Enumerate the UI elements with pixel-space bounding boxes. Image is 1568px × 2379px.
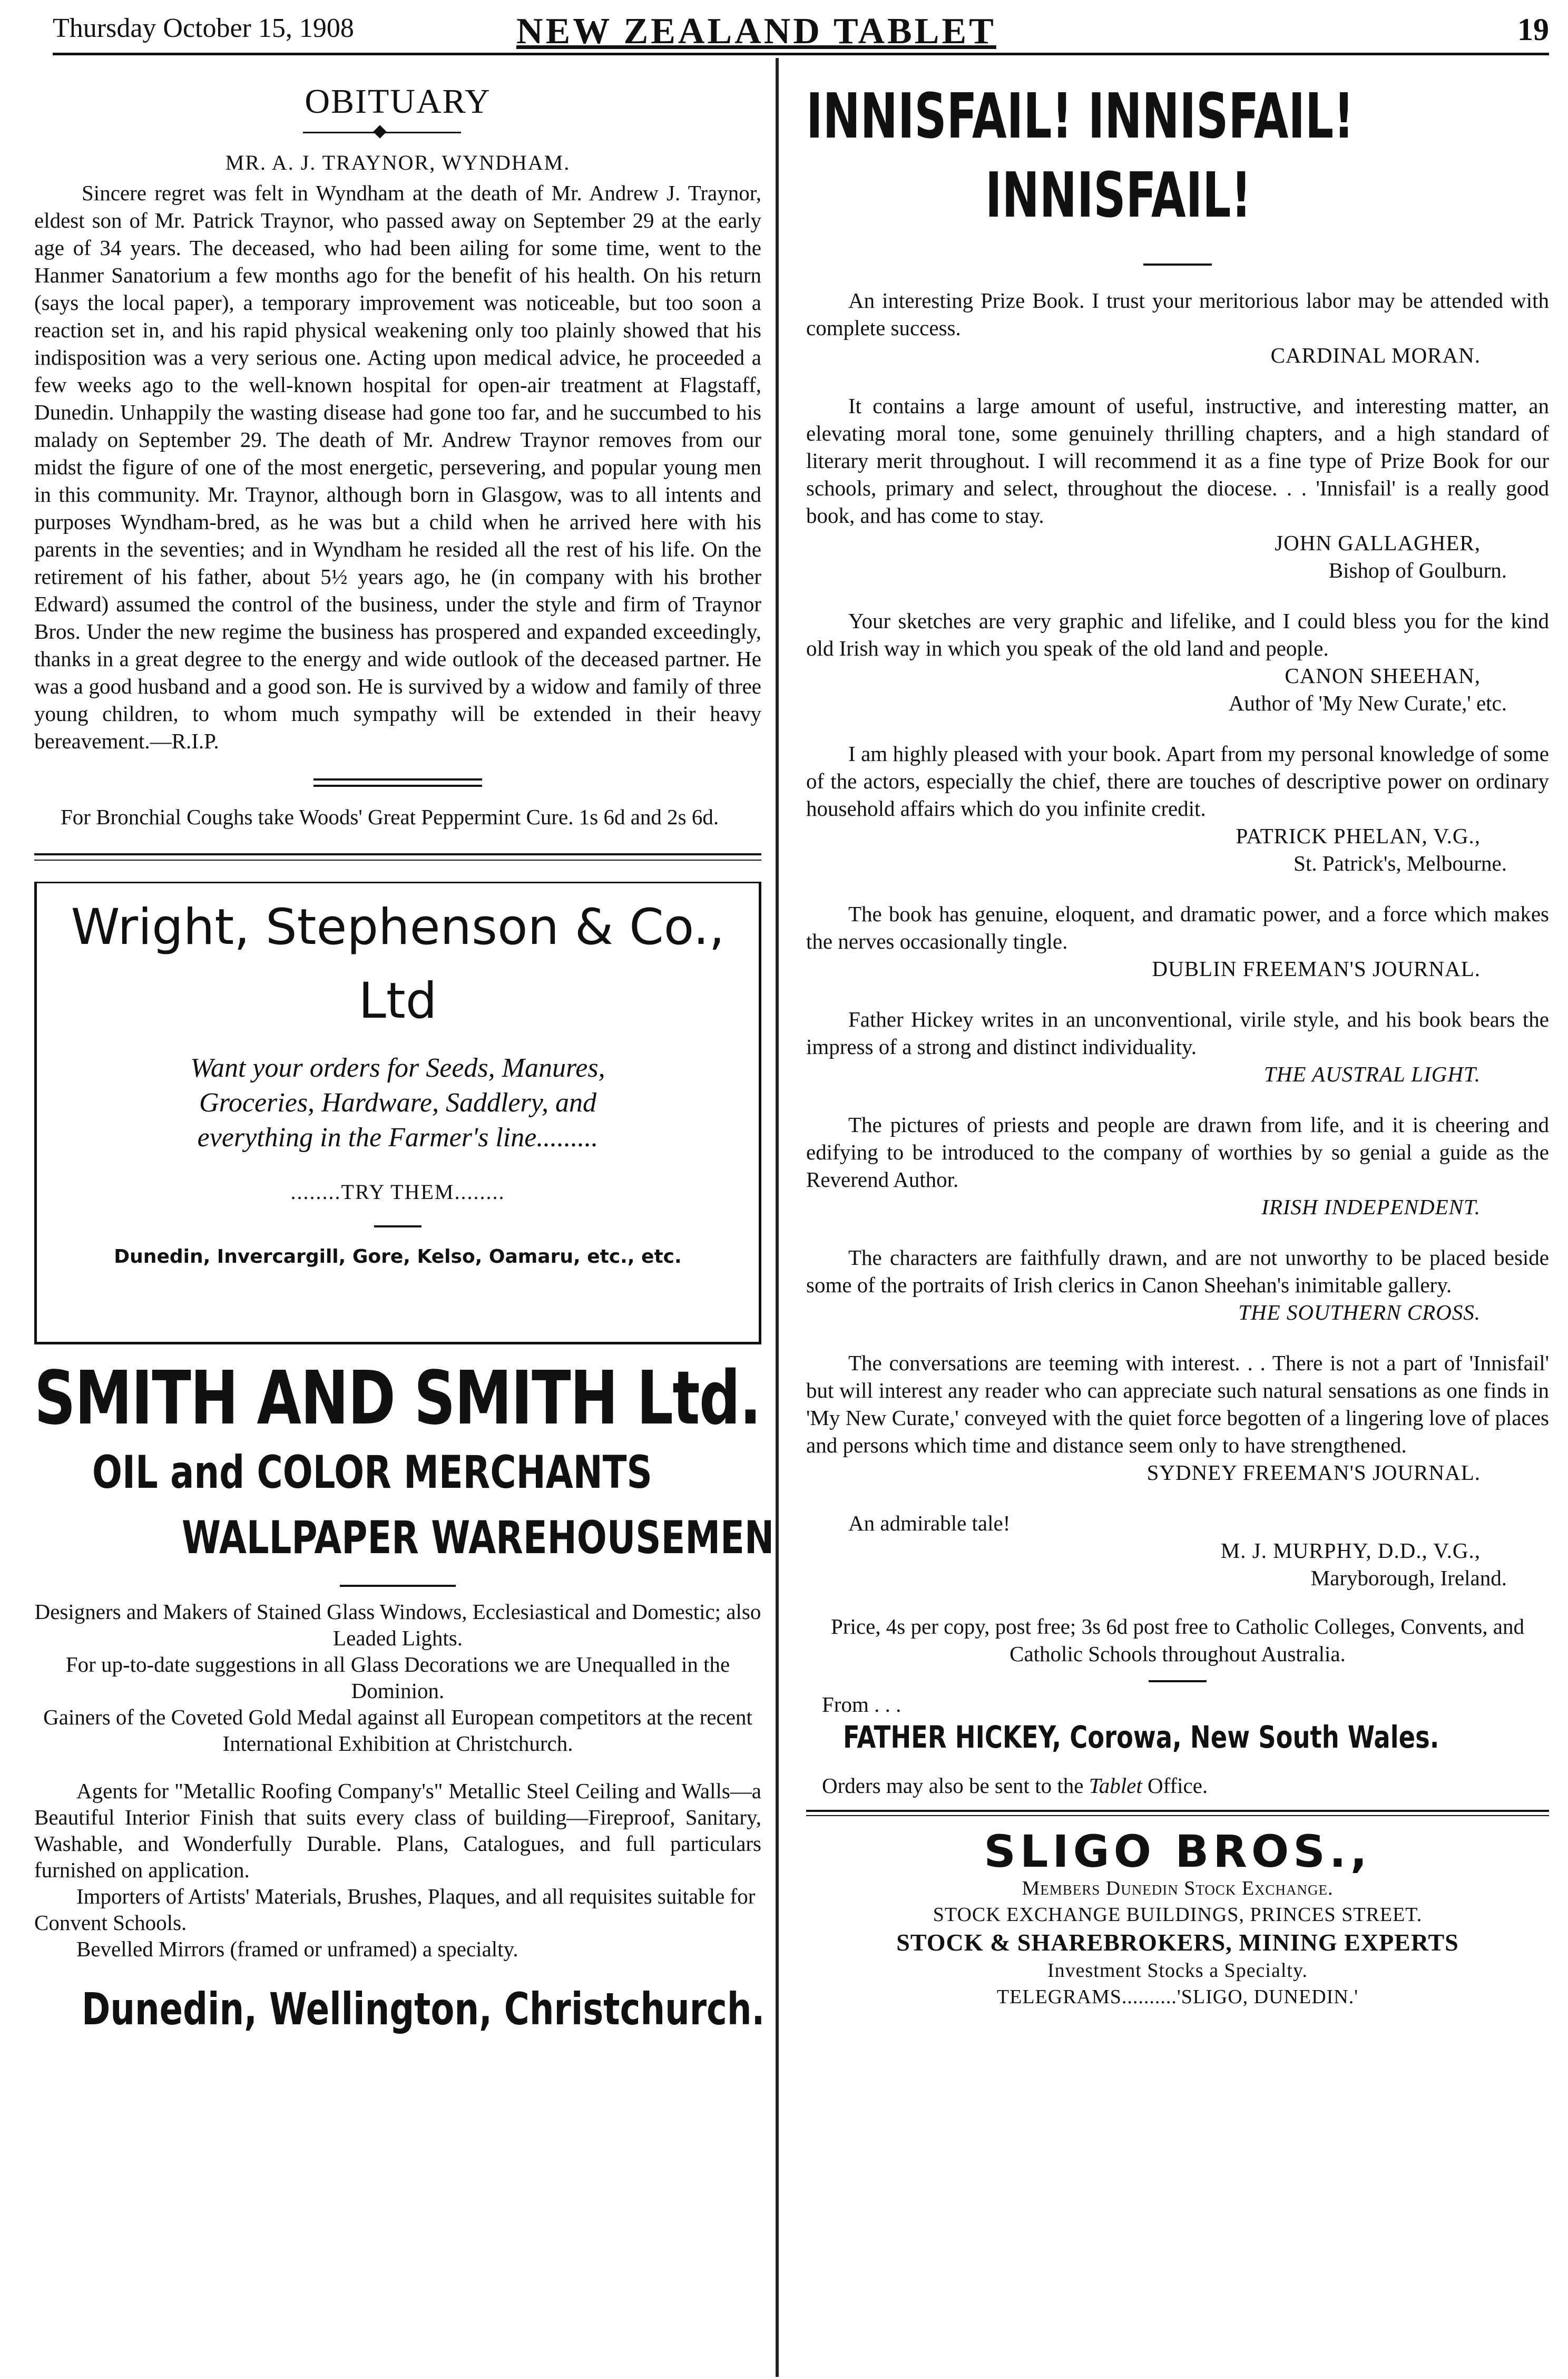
wright-name-line1: Wright, Stephenson & Co., xyxy=(71,899,725,956)
sligo-rule xyxy=(806,1810,1549,1812)
section-rule-thin xyxy=(34,860,761,861)
page-header xyxy=(53,11,1549,55)
review-text: An interesting Prize Book. I trust your meritorious labor may be attended with complete success. xyxy=(806,288,1549,340)
sligo-name: SLIGO BROS., xyxy=(984,1826,1371,1877)
obituary-subtitle: MR. A. J. TRAYNOR, WYNDHAM. xyxy=(225,151,571,174)
smith-title: SMITH AND SMITH Ltd. xyxy=(34,1356,761,1441)
double-rule xyxy=(313,778,482,787)
review-source: IRISH INDEPENDENT. xyxy=(1261,1195,1481,1219)
wright-try-them: ........TRY THEM........ xyxy=(290,1180,505,1204)
review-text: The conversations are teeming with interest. . . There is not a part of 'Innisfail' but will interest any reader who can appreciate such natural sensations as one finds in 'My New Curate,' conveyed with the quiet force begotten of a lingering love of places and persons which time and distance seem only to have strengthened. xyxy=(806,1351,1549,1457)
short-rule xyxy=(374,1225,422,1227)
review-source-detail: Bishop of Goulburn. xyxy=(1328,558,1507,582)
smith-agents: Agents for "Metallic Roofing Company's" Metallic Steel Ceiling and Walls—a Beautiful Interior Finish that suits every class of building—Fireproof, Sanitary, Washable, and Wonderfully Durable. Plans, Catalogues, and full particulars furnished on application. xyxy=(34,1779,761,1882)
wright-towns: Dunedin, Invercargill, Gore, Kelso, Oamaru, etc., etc. xyxy=(114,1246,682,1267)
wright-name-line2: Ltd xyxy=(358,972,437,1030)
smith-wallpaper-line: WALLPAPER WAREHOUSEMEN xyxy=(182,1512,775,1564)
wright-want-line1: Want your orders for Seeds, Manures, xyxy=(190,1053,605,1083)
review-text: I am highly pleased with your book. Apart from my personal knowledge of some of the actors, especially the chief, there are touches of descriptive power on ordinary household affairs which do you infinite credit. xyxy=(806,742,1549,821)
smith-towns: Dunedin, Wellington, Christchurch. xyxy=(82,1983,765,2035)
innisfail-from: From . . . xyxy=(822,1692,901,1717)
review-source: M. J. MURPHY, D.D., V.G., xyxy=(1220,1538,1481,1563)
review-source: THE AUSTRAL LIGHT. xyxy=(1263,1062,1481,1086)
review-text: An admirable tale! xyxy=(848,1511,1011,1535)
innisfail-heading-line1: INNISFAIL! INNISFAIL! xyxy=(806,80,1354,152)
smith-gainers: Gainers of the Coveted Gold Medal against all European competitors at the recent International Exhibition at Christchurch. xyxy=(43,1705,752,1756)
obituary-title: OBITUARY xyxy=(305,82,491,121)
left-column xyxy=(34,69,775,2035)
wright-want-line2: Groceries, Hardware, Saddlery, and xyxy=(199,1088,596,1118)
obituary-body: Sincere regret was felt in Wyndham at the death of Mr. Andrew J. Traynor, eldest son of Mr. Patrick Traynor, who passed away on September 29 at the early age of 34 years. The deceased, who had been ailing for some time, went to the Hanmer Sanatorium a few months ago for the benefit of his health. On his return (says the local paper), a temporary improvement was noticeable, but too soon a reaction set in, and his rapid physical weakening only too plainly showed that his indisposition was a very serious one. Acting upon medical advice, he proceeded a few weeks ago to the well-known hospital for open-air treatment at Flagstaff, Dunedin. Unhappily the wasting disease had gone too far, and he succumbed to his malady on September 29. The death of Mr. Andrew Traynor removes from our midst the figure of one of the most energetic, persevering, and popular young men in this community. Mr. Traynor, although born in Glasgow, was to all intents and purposes Wyndham-bred, as he was but a child when he arrived here with his parents in the seventies; and in Wyndham he resided all the rest of his life. On the retirement of his father, about 5½ years ago, he (in company with his brother Edward) assumed the control of the business, under the style and firm of Traynor Bros. Under the new regime the business has prospered and expanded exceedingly, thanks in a great degree to the energy and wide outlook of the deceased partner. He was a good husband and a good son. He is survived by a widow and family of three young children, to whom much sympathy will be extended in their heavy bereavement.—R.I.P. xyxy=(34,181,761,753)
review-source: DUBLIN FREEMAN'S JOURNAL. xyxy=(1152,957,1481,981)
sligo-telegrams: TELEGRAMS..........'SLIGO, DUNEDIN.' xyxy=(996,1986,1359,2008)
review-source-detail: Maryborough, Ireland. xyxy=(1310,1566,1507,1590)
review-text: Your sketches are very graphic and lifelike, and I could bless you for the kind old Irish way in which you speak of the old land and people. xyxy=(806,609,1549,660)
price-rule xyxy=(1149,1680,1207,1682)
review-source-detail: Author of 'My New Curate,' etc. xyxy=(1228,691,1507,715)
section-rule xyxy=(34,853,761,855)
smith-oil-line: OIL and COLOR MERCHANTS xyxy=(92,1446,652,1499)
review-source-detail: St. Patrick's, Melbourne. xyxy=(1293,851,1507,875)
sligo-members: Members Dunedin Stock Exchange. xyxy=(1022,1877,1334,1899)
review-source: CANON SHEEHAN, xyxy=(1285,664,1481,688)
review-source: SYDNEY FREEMAN'S JOURNAL. xyxy=(1146,1460,1481,1485)
orders-suffix: Office. xyxy=(1147,1773,1208,1798)
smith-importers: Importers of Artists' Materials, Brushes, Plaques, and all requisites suitable for Convent Schools. xyxy=(34,1884,756,1935)
page-number: 19 xyxy=(1517,12,1549,47)
smith-mirrors: Bevelled Mirrors (framed or unframed) a specialty. xyxy=(76,1937,518,1961)
review-text: The book has genuine, eloquent, and dramatic power, and a force which makes the nerves occasionally tingle. xyxy=(806,902,1549,953)
column-divider xyxy=(776,58,779,2377)
orders-prefix: Orders may also be sent to the xyxy=(822,1773,1084,1798)
review-source: CARDINAL MORAN. xyxy=(1270,343,1481,367)
diamond-ornament xyxy=(373,125,386,138)
masthead-title: NEW ZEALAND TABLET xyxy=(516,11,996,52)
review-source: JOHN GALLAGHER, xyxy=(1275,531,1481,555)
orders-tablet: Tablet xyxy=(1089,1773,1142,1798)
issue-date: Thursday October 15, 1908 xyxy=(53,13,354,43)
sligo-buildings: STOCK EXCHANGE BUILDINGS, PRINCES STREET. xyxy=(933,1904,1423,1926)
review-text: The characters are faithfully drawn, and are not unworthy to be placed beside some of the portraits of Irish clerics in Canon Sheehan's inimitable gallery. xyxy=(806,1245,1549,1297)
sligo-rule-thin xyxy=(806,1815,1549,1816)
sligo-investment: Investment Stocks a Specialty. xyxy=(1047,1959,1308,1982)
smith-rule xyxy=(340,1585,456,1587)
woods-notice: For Bronchial Coughs take Woods' Great Peppermint Cure. 1s 6d and 2s 6d. xyxy=(61,805,719,829)
review-text: It contains a large amount of useful, instructive, and interesting matter, an elevating moral tone, some genuinely thrilling chapters, and a high standard of literary merit throughout. I will recommend it as a fine type of Prize Book for our schools, primary and select, throughout the diocese. . . 'Innisfail' is a really good book, and has come to stay. xyxy=(806,394,1549,528)
innisfail-orders xyxy=(822,1773,1549,1798)
innisfail-rule xyxy=(1143,264,1212,266)
review-text: The pictures of priests and people are drawn from life, and it is cheering and edifying to be introduced to the company of worthies by so genial a guide as the Reverend Author. xyxy=(806,1113,1549,1192)
sligo-bros-ad xyxy=(806,1828,1549,2010)
innisfail-ad xyxy=(806,79,1549,1798)
smith-and-smith-ad xyxy=(34,1356,775,2035)
smith-uptodate: For up-to-date suggestions in all Glass Decorations we are Unequalled in the Dominion. xyxy=(65,1652,730,1703)
wright-want-line3: everything in the Farmer's line......... xyxy=(197,1123,599,1153)
review-source: THE SOUTHERN CROSS. xyxy=(1238,1300,1481,1324)
right-column xyxy=(806,69,1549,2010)
innisfail-price: Price, 4s per copy, post free; 3s 6d post free to Catholic Colleges, Convents, and Catholic Schools throughout Australia. xyxy=(831,1614,1524,1666)
wright-want-text xyxy=(37,1051,759,1155)
diamond-divider xyxy=(34,122,761,143)
innisfail-heading-line2: INNISFAIL! xyxy=(985,159,1252,231)
wright-stephenson-ad xyxy=(34,882,761,1344)
sligo-brokers: STOCK & SHAREBROKERS, MINING EXPERTS xyxy=(896,1929,1459,1956)
review-text: Father Hickey writes in an unconventional, virile style, and his book bears the impress of a strong and distinct individuality. xyxy=(806,1007,1549,1059)
smith-designers: Designers and Makers of Stained Glass Windows, Ecclesiastical and Domestic; also Leaded Lights. xyxy=(34,1600,761,1650)
review-source: PATRICK PHELAN, V.G., xyxy=(1236,824,1481,848)
innisfail-author: FATHER HICKEY, Corowa, New South Wales. xyxy=(843,1719,1439,1755)
